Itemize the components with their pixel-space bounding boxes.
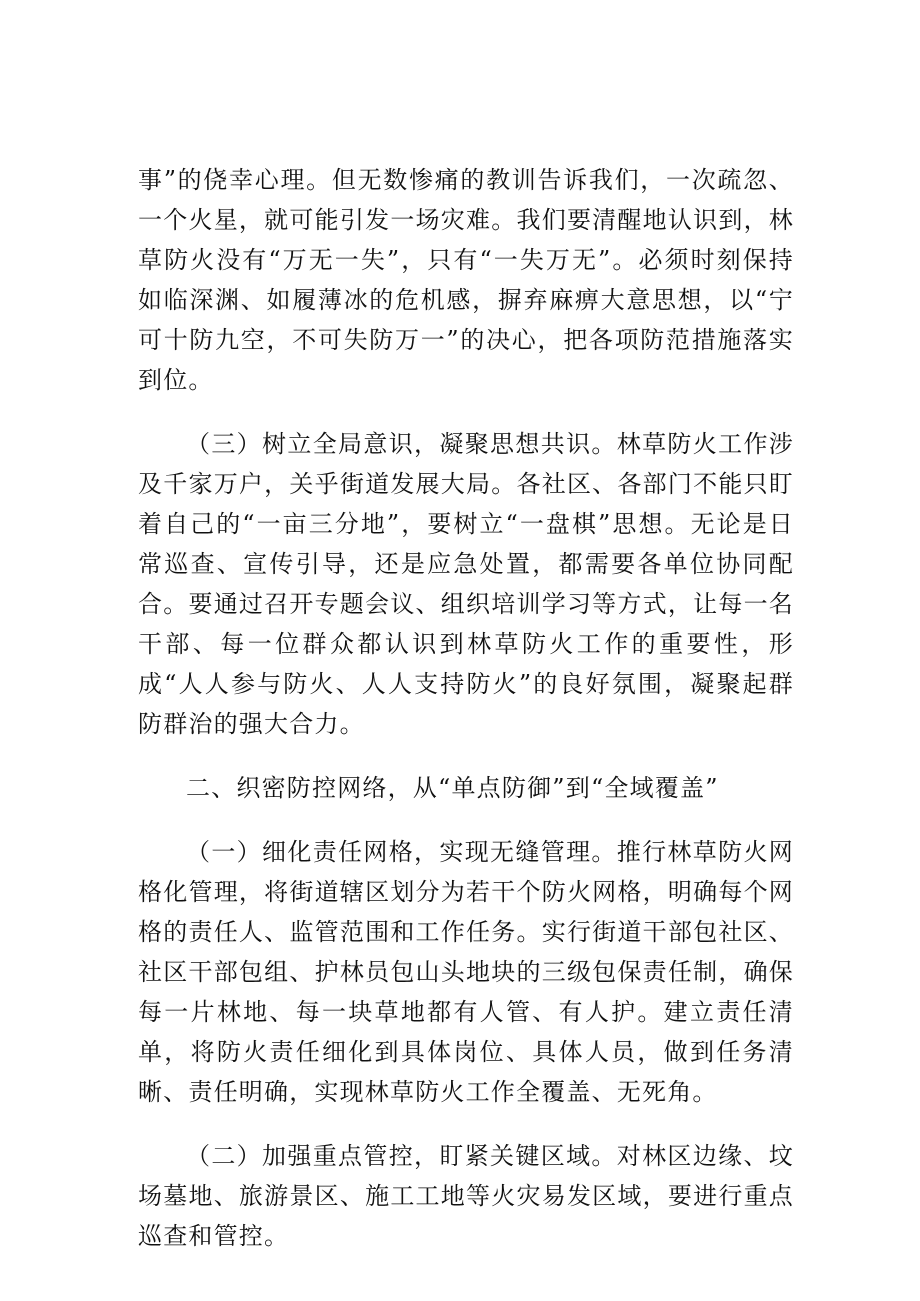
- section-heading-2: 二、织密防控网络，从“单点防御”到“全域覆盖”: [186, 774, 719, 802]
- paragraph-key-control: （二）加强重点管控，盯紧关键区域。对林区边缘、坟场墓地、旅游景区、施工工地等火灾易发区域，要进行重点巡查和管控。: [138, 1142, 794, 1250]
- paragraph-continuation: 事”的侥幸心理。但无数惨痛的教训告诉我们，一次疏忽、一个火星，就可能引发一场灾难。我们要清醒地认识到，林草防火没有“万无一失”，只有“一失万无”。必须时刻保持如临深渊、如履薄冰的危机感，摒弃麻痹大意思想，以“宁可十防九空，不可失防万一”的决心，把各项防范措施落实到位。: [138, 166, 794, 394]
- paragraph-global-awareness: （三）树立全局意识，凝聚思想共识。林草防火工作涉及千家万户，关乎街道发展大局。各社区、各部门不能只盯着自己的“一亩三分地”，要树立“一盘棋”思想。无论是日常巡查、宣传引导，还是应急处置，都需要各单位协同配合。要通过召开专题会议、组织培训学习等方式，让每一名干部、每一位群众都认识到林草防火工作的重要性，形成“人人参与防火、人人支持防火”的良好氛围，凝聚起群防群治的强大合力。: [138, 430, 794, 738]
- document-body: [138, 160, 794, 1280]
- paragraph-responsibility-grid: （一）细化责任网格，实现无缝管理。推行林草防火网格化管理，将街道辖区划分为若干个防火网格，明确每个网格的责任人、监管范围和工作任务。实行街道干部包社区、社区干部包组、护林员包山头地块的三级包保责任制，确保每一片林地、每一块草地都有人管、有人护。建立责任清单，将防火责任细化到具体岗位、具体人员，做到任务清晰、责任明确，实现林草防火工作全覆盖、无死角。: [138, 838, 794, 1106]
